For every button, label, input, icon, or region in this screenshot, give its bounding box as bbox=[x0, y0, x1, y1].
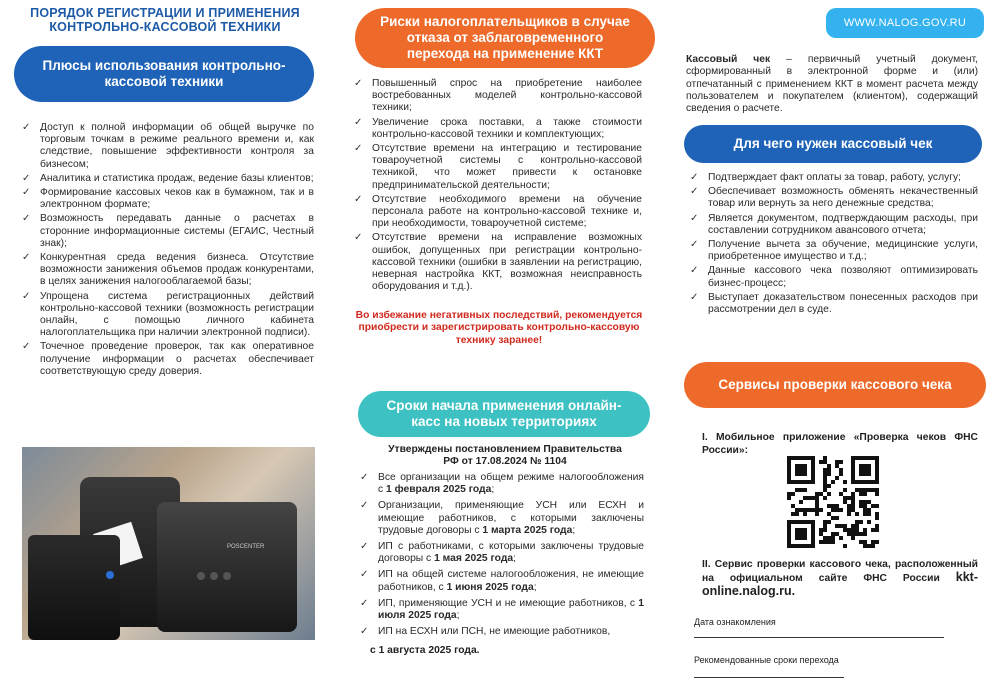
checkmark-icon: ✓ bbox=[22, 122, 31, 133]
checkmark-icon: ✓ bbox=[22, 252, 31, 264]
qr-code[interactable] bbox=[783, 452, 883, 552]
pros-item-text: Доступ к полной информации об общей выручке по торговым точкам в режиме реального времени и, как следствие, повышение эффективности контроля за бизнесом; bbox=[40, 122, 314, 170]
checkmark-icon: ✓ bbox=[360, 500, 369, 512]
risk-item-text: Повышенный спрос на приобретение наиболее востребованных моделей контрольно-кассовой техники; bbox=[372, 78, 642, 114]
checkmark-icon: ✓ bbox=[354, 116, 363, 128]
why-heading bbox=[684, 125, 982, 163]
term-date: 1 июля 2025 года bbox=[378, 597, 644, 622]
checkmark-icon: ✓ bbox=[354, 193, 363, 205]
pros-item-text: Возможность передавать данные о расчетах в сторонние информационные системы (ЕГАИС, Честный знак); bbox=[40, 213, 314, 249]
checkmark-icon: ✓ bbox=[22, 172, 31, 184]
checkmark-icon: ✓ bbox=[22, 187, 31, 199]
why-item-text: Является документом, подтверждающим расходы, при составлении сотрудником авансового отчета; bbox=[708, 212, 978, 236]
risk-item bbox=[354, 117, 642, 141]
risk-item-text: Отсутствие времени на исправление возможных ошибок, допущенных при регистрации контрольно-кассовой техники (ошибки в заявлении на регистрацию, неверная настройка ККТ, возможная неисправность оборудования и т.д.). bbox=[372, 232, 642, 293]
definition-term: Кассовый чек bbox=[686, 54, 771, 65]
checkmark-icon: ✓ bbox=[690, 239, 699, 251]
term-item-text: Все организации на общем режиме налогообложения с bbox=[378, 472, 644, 496]
receipt-printer-main bbox=[157, 502, 297, 632]
risks-heading bbox=[355, 8, 655, 68]
service-app: I. Мобильное приложение «Проверка чеков ФНС России»: bbox=[702, 432, 978, 456]
pros-item bbox=[22, 291, 314, 340]
checkmark-icon: ✓ bbox=[690, 291, 699, 303]
right-panel bbox=[670, 0, 1000, 692]
risks-list bbox=[354, 78, 642, 295]
receipt-printer-small bbox=[28, 535, 120, 640]
page-title: ПОРЯДОК РЕГИСТРАЦИИ И ПРИМЕНЕНИЯ КОНТРОЛЬНО-КАССОВОЙ ТЕХНИКИ bbox=[30, 6, 300, 34]
why-item-text: Обеспечивает возможность обменять некачественный товар или вернуть за него денежные средства; bbox=[708, 186, 978, 210]
term-item-text: Организации, применяющие УСН или ЕСХН и имеющие работников, с которыми заключены трудовые договоры с bbox=[378, 500, 644, 536]
pros-item-text: Упрощена система регистрационных действий контрольно-кассовой техники (возможность регистрации онлайн, с помощью личного кабинета налогоплательщика при наличии электронной подписи). bbox=[40, 290, 314, 339]
services-heading bbox=[684, 362, 986, 408]
why-item-text: Выступает доказательством понесенных расходов при рассмотрении дел в суде. bbox=[708, 291, 978, 316]
left-panel bbox=[0, 0, 330, 692]
term-item-text: ИП на ЕСХН или ПСН, не имеющие работников, bbox=[378, 626, 611, 638]
term-date: 1 мая 2025 года bbox=[434, 553, 514, 565]
why-item bbox=[690, 172, 978, 184]
terms-list bbox=[360, 472, 644, 642]
why-item-text: Подтверждает факт оплаты за товар, работу, услугу; bbox=[708, 172, 961, 183]
service-site-text: II. Сервис проверки кассового чека, расположенный на официальном сайте ФНС России bbox=[702, 559, 978, 584]
definition-body: – первичный учетный документ, сформированный в электронной форме и (или) отпечатанный с применением ККТ в момент расчета между пользователем и покупателем (клиентом), содержащий сведения о расчете. bbox=[686, 54, 978, 115]
risk-item bbox=[354, 232, 642, 293]
cash-register-photo bbox=[22, 447, 315, 640]
term-date: 1 июня 2025 года bbox=[446, 581, 534, 593]
term-item: ✓ ИП с работниками, с которыми заключены трудовые договоры с 1 мая 2025 года; bbox=[360, 541, 644, 565]
pros-list bbox=[22, 122, 314, 380]
pros-item bbox=[22, 341, 314, 378]
why-item-text: Получение вычета за обучение, медицинские услуги, приобретенное имущество и т.д.; bbox=[708, 239, 978, 263]
risk-item bbox=[354, 194, 642, 231]
term-item: ✓ ИП на общей системе налогообложения, не имеющие работников, с 1 июня 2025 года; bbox=[360, 569, 644, 593]
decree-text: Утверждены постановлением Правительства РФ от 17.08.2024 № 1104 bbox=[388, 444, 622, 468]
terms-last-line bbox=[370, 645, 480, 656]
checkmark-icon: ✓ bbox=[690, 172, 699, 183]
checkmark-icon: ✓ bbox=[360, 626, 369, 638]
term-item bbox=[360, 626, 644, 638]
term-item-text: ИП на общей системе налогообложения, не имеющие работников, с bbox=[378, 569, 644, 593]
receipt-definition bbox=[686, 54, 978, 115]
why-item bbox=[690, 239, 978, 263]
risk-item-text: Отсутствие времени на интеграцию и тестирование товароучетной системы с контрольно-кассовой техникой, что может привести к остановке предпринимательской деятельности; bbox=[372, 143, 642, 191]
date-label: Дата ознакомления bbox=[694, 617, 776, 627]
printer-brand: POSCENTER bbox=[227, 544, 265, 550]
risks-heading-text: Риски налогоплательщиков в случае отказа от заблаговременного перехода на применение ККТ bbox=[380, 14, 630, 61]
pros-item bbox=[22, 213, 314, 250]
risk-item bbox=[354, 143, 642, 192]
pros-item-text: Конкурентная среда ведения бизнеса. Отсутствие возможности занижения объемов продаж конкурентами, в целях занижения налогооблагаемой базы; bbox=[40, 252, 314, 288]
pros-item bbox=[22, 173, 314, 185]
warning-text: Во избежание негативных последствий, рекомендуется приобрести и зарегистрировать контрольно-кассовую технику заранее! bbox=[355, 310, 643, 346]
pros-item-text: Точечное проведение проверок, так как оперативное получение информации о расчетах обеспечивает соответствующую среду доверия. bbox=[40, 341, 314, 377]
service-site bbox=[702, 558, 978, 599]
why-heading-text: Для чего нужен кассовый чек bbox=[733, 136, 933, 151]
middle-panel bbox=[340, 0, 662, 692]
why-item-text: Данные кассового чека позволяют оптимизировать бизнес-процесс; bbox=[708, 265, 978, 289]
checkmark-icon: ✓ bbox=[22, 341, 31, 353]
term-date: 1 марта 2025 года bbox=[482, 524, 573, 536]
pros-item-text: Формирование кассовых чеков как в бумажном, так и в электронном формате; bbox=[40, 187, 314, 211]
terms-heading-text: Сроки начала применения онлайн-касс на новых территориях bbox=[386, 398, 622, 429]
date-field-line[interactable] bbox=[694, 637, 944, 638]
checkmark-icon: ✓ bbox=[360, 569, 369, 581]
checkmark-icon: ✓ bbox=[360, 597, 369, 609]
checkmark-icon: ✓ bbox=[690, 265, 699, 277]
checkmark-icon: ✓ bbox=[690, 212, 699, 224]
pros-item bbox=[22, 252, 314, 289]
risk-item-text: Увеличение срока поставки, а также стоимости контрольно-кассовой техники и комплектующих; bbox=[372, 116, 642, 140]
checkmark-icon: ✓ bbox=[354, 143, 363, 155]
checkmark-icon: ✓ bbox=[360, 541, 369, 553]
term-item-text: ИП с работниками, с которыми заключены трудовые договоры с bbox=[378, 541, 644, 565]
term-item-text: ИП, применяющие УСН и не имеющие работников, с bbox=[378, 597, 639, 609]
why-item bbox=[690, 213, 978, 237]
why-item bbox=[690, 265, 978, 289]
checkmark-icon: ✓ bbox=[690, 186, 699, 198]
risk-item bbox=[354, 78, 642, 115]
checkmark-icon: ✓ bbox=[354, 232, 363, 244]
pros-heading bbox=[14, 46, 314, 102]
terms-field-line[interactable] bbox=[694, 677, 844, 678]
risk-item-text: Отсутствие необходимого времени на обучение персонала работе на контрольно-кассовой технике и, при необходимости, товароучетной системе; bbox=[372, 193, 642, 230]
checkmark-icon: ✓ bbox=[360, 472, 369, 483]
term-item: ✓ ИП, применяющие УСН и не имеющие работников, с 1 июля 2025 года; bbox=[360, 597, 644, 622]
term-item: ✓ Все организации на общем режиме налогообложения с 1 февраля 2025 года; bbox=[360, 472, 644, 496]
site-link[interactable]: WWW.NALOG.GOV.RU bbox=[843, 17, 967, 29]
terms-heading bbox=[358, 391, 650, 437]
printer-buttons bbox=[197, 572, 249, 580]
term-item: ✓ Организации, применяющие УСН или ЕСХН и имеющие работников, с которыми заключены трудовые договоры с 1 марта 2025 года; bbox=[360, 500, 644, 536]
pros-heading-text: Плюсы использования контрольно-кассовой техники bbox=[42, 58, 286, 89]
term-date: 1 февраля 2025 года bbox=[386, 484, 492, 496]
terms-last-text: с 1 августа 2025 года. bbox=[370, 645, 480, 656]
site-badge[interactable] bbox=[826, 8, 984, 38]
pros-item bbox=[22, 187, 314, 211]
pros-item bbox=[22, 122, 314, 171]
checkmark-icon: ✓ bbox=[22, 213, 31, 225]
why-item bbox=[690, 292, 978, 316]
checkmark-icon: ✓ bbox=[22, 290, 31, 302]
why-list bbox=[690, 172, 978, 318]
terms-label: Рекомендованные сроки перехода bbox=[694, 655, 839, 665]
pros-item-text: Аналитика и статистика продаж, ведение базы клиентов; bbox=[40, 172, 314, 184]
service-site-link[interactable]: kkt-online.nalog.ru. bbox=[702, 570, 978, 598]
why-item bbox=[690, 186, 978, 210]
services-heading-text: Сервисы проверки кассового чека bbox=[718, 377, 952, 392]
checkmark-icon: ✓ bbox=[354, 78, 363, 89]
